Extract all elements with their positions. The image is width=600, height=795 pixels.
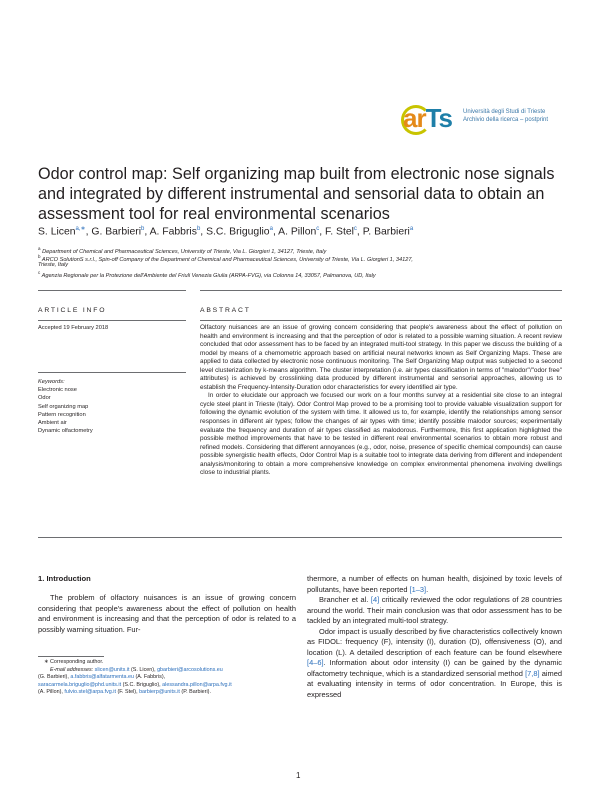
email-link[interactable]: slicen@units.it xyxy=(94,666,130,673)
paper-title: Odor control map: Self organizing map built from electronic nose signals and integrated by different instrumental and sensorial data to obtain an assessment tool for real environmental scenarios xyxy=(38,165,555,223)
email-link[interactable]: saracarmela.briguglio@phd.units.it xyxy=(38,681,122,688)
affiliation-a: $^a$ Department of Chemical and Pharmaceutical Sciences, University of Trieste, Via L. Giorgieri 1, 34127, Trieste, Italy xyxy=(38,246,327,255)
intro-paragraph-right-3: Odor impact is usually described by five characteristics collectively known as FIDOL: frequency (F), intensity (I), duration (D), offensiveness (O), and location (L). A detailed description of each feature can be found elsewhere [4–6]. Information about odor intensity (I) can be gained by the dynamic olfactometry technique, which is a standardized sensorial method [7,8] aimed at evaluating intensity in terms of odor concentration. In Europe, this is expressed xyxy=(307,626,562,699)
email-line: (A. Pillon), fulvio.stel@arpa.fvg.it (F. Stel), barbierp@units.it (P. Barbieri). xyxy=(38,689,211,696)
author-name[interactable]: A. Fabbris xyxy=(149,226,197,238)
citation-link[interactable]: [4–6] xyxy=(307,658,324,667)
accepted-date: Accepted 19 February 2018 xyxy=(38,325,109,331)
author-name[interactable]: S. Licen xyxy=(38,226,76,238)
abstract-paragraph-1: Olfactory nuisances are an issue of growing concern considering that people's awareness about the effect of pollution on health and environment is increasing and that the perception of odor is related to a possible warning situation. A recent review concluded that odor assessment has to be faced by an integrated multi-tool strategy. In this paper we discuss the building of a model by means of a chemometric approach based on artificial neural networks known as Self Organizing Maps. These are applied to data collected by electronic nose continuous monitoring. The Self Organizing Map output was subjected to a second level clusterization by k-means algorithm. The cluster interpretation (i.e. air types classification in terms of "malodor"/"odor free" attributes) is achieved by crosslinking data produced by different instrumental and sensorial approaches, allowing us to establish the Frequency-Intensity-Duration odor characteristics for every identified air type. xyxy=(200,324,562,391)
author-name[interactable]: S.C. Briguglio xyxy=(206,226,270,238)
author-affiliation-marker: b xyxy=(196,226,201,232)
email-link[interactable]: gbarbieri@arcosolutions.eu xyxy=(157,666,223,673)
keyword-item: Pattern recognition xyxy=(38,411,86,418)
author-affiliation-marker: b xyxy=(141,226,145,232)
citation-link[interactable]: [7,8] xyxy=(525,668,540,678)
author-affiliation-marker: a,∗ xyxy=(75,226,86,232)
email-link[interactable]: barbierp@units.it xyxy=(139,689,180,696)
repository-logo xyxy=(403,101,565,141)
email-line: E-mail addresses: slicen@units.it (S. Licen), gbarbieri@arcosolutions.eu xyxy=(50,666,223,673)
keyword-item: Odor xyxy=(38,395,51,402)
author-affiliation-marker: c xyxy=(316,226,320,232)
author-name[interactable]: P. Barbieri xyxy=(362,226,410,238)
intro-paragraph-left: The problem of olfactory nuisances is an issue of growing concern considering that people's awareness about the effect of pollution on health and environment is increasing and that the perception of odor is related to a possibly warning situation. Fur- xyxy=(38,593,296,634)
footnote-block xyxy=(38,659,300,697)
citation-link[interactable]: [1–3] xyxy=(409,584,427,594)
abstract-bottom-rule xyxy=(38,537,562,538)
affiliation-b: $^b$ ARCO SolutionS s.r.l., Spin-off Company of the Department of Chemical and Pharmaceutical Sciences, University of Trieste, Via L. Giorgieri 1, 34127, xyxy=(38,254,413,263)
author-affiliation-marker: a xyxy=(409,226,414,232)
footnote-rule xyxy=(38,656,104,657)
email-link[interactable]: a.fabbris@alfatarmenta.eu xyxy=(70,674,134,681)
email-link[interactable]: alessandra.pillon@arpa.fvg.it xyxy=(162,681,232,688)
author-name[interactable]: F. Stel xyxy=(325,226,354,238)
abstract-body xyxy=(200,324,562,478)
keyword-item: Electronic nose xyxy=(38,387,77,394)
citation-link[interactable]: [4] xyxy=(370,595,380,604)
email-line: saracarmela.briguglio@phd.units.it (S.C. Briguglio), alessandra.pillon@arpa.fvg.it xyxy=(38,681,232,688)
abstract-paragraph-2: In order to elucidate our approach we focused our work on a four months survey at a residential site close to an integral cycle steel plant in Trieste (Italy). Odor Control Map proved to be a promising tool to provide valuable visualization support for following the dynamic evolution of the system with time. It allowed us to, for example, identify the relationships among sensor responses in different air types; follow the changes of air types with time; identify possible malodor sources; experimentally evaluate the frequency and duration of air types classified as malodorous. Furthermore, this first application highlighted the possible method improvements that have to be tested in different real environmental scenarios to obtain more robust and refined models. Considering that different annoyances (e.g., odor, noise, presence of specific chemical compounds) can cause possible synergistic health effects, Odor Control Map is a suitable tool to integrate data deriving from different and independent analysis/monitoring to obtain a more comprehensive knowledge on complex environmental phenomena involving dwellings close to industrial plants. xyxy=(200,392,562,477)
intro-paragraph-right-1: thermore, a number of effects on human health, disjoined by toxic levels of pollutants, have been reported [1–3]. xyxy=(307,574,562,594)
abstract-sub-rule xyxy=(200,320,562,321)
article-info-top-rule xyxy=(38,290,186,291)
article-info-sub-rule xyxy=(38,320,186,321)
keywords-label: Keywords: xyxy=(38,379,65,385)
author-name[interactable]: G. Barbieri xyxy=(91,226,142,238)
keyword-item: Dynamic olfactometry xyxy=(38,428,93,435)
introduction-heading: 1. Introduction xyxy=(38,574,91,583)
keyword-item: Ambient air xyxy=(38,420,67,427)
abstract-heading: ABSTRACT xyxy=(200,307,251,314)
author-list: S. Licen$^{a,∗}$, G. Barbieri$^b$, A. Fabbris$^b$, S.C. Briguglio$^a$, A. Pillon$^c$, F. Stel$^c$, P. Barbieri$^a$ xyxy=(38,226,414,238)
keywords-block xyxy=(38,378,186,435)
article-info-heading: ARTICLE INFO xyxy=(38,307,107,314)
affiliation-b-cont: Trieste, Italy xyxy=(38,262,69,268)
keyword-item: Self organizing map xyxy=(38,403,89,410)
email-line: (G. Barbieri), a.fabbris@alfatarmenta.eu (A. Fabbris), xyxy=(38,674,166,681)
author-name[interactable]: A. Pillon xyxy=(278,226,317,238)
logo-mark: arTs xyxy=(403,103,452,133)
body-right-column xyxy=(307,574,562,700)
logo-caption: Università degli Studi di Trieste Archivio della ricerca – postprint xyxy=(463,109,549,123)
page-number: 1 xyxy=(296,771,301,780)
author-affiliation-marker: c xyxy=(353,226,357,232)
body-left-column xyxy=(38,593,296,635)
corresponding-author-note: ∗ Corresponding author. xyxy=(44,659,104,665)
email-link[interactable]: fulvio.stel@arpa.fvg.it xyxy=(64,689,116,696)
author-affiliation-marker: a xyxy=(269,226,273,232)
intro-paragraph-right-2: Brancher et al. [4] critically reviewed the odor regulations of 28 countries around the world. Their main conclusion was that odor assessment has to be tackled by an integrated multi-tool strategy. xyxy=(307,595,562,625)
abstract-top-rule xyxy=(200,290,562,291)
affiliation-c: $^c$ Agenzia Regionale per la Protezione dell'Ambiente del Friuli Venezia Giulia (ARPA-FVG), via Colonna 14, 33057, Palmanova, UD, Italy xyxy=(38,270,376,279)
keywords-rule xyxy=(38,372,186,373)
